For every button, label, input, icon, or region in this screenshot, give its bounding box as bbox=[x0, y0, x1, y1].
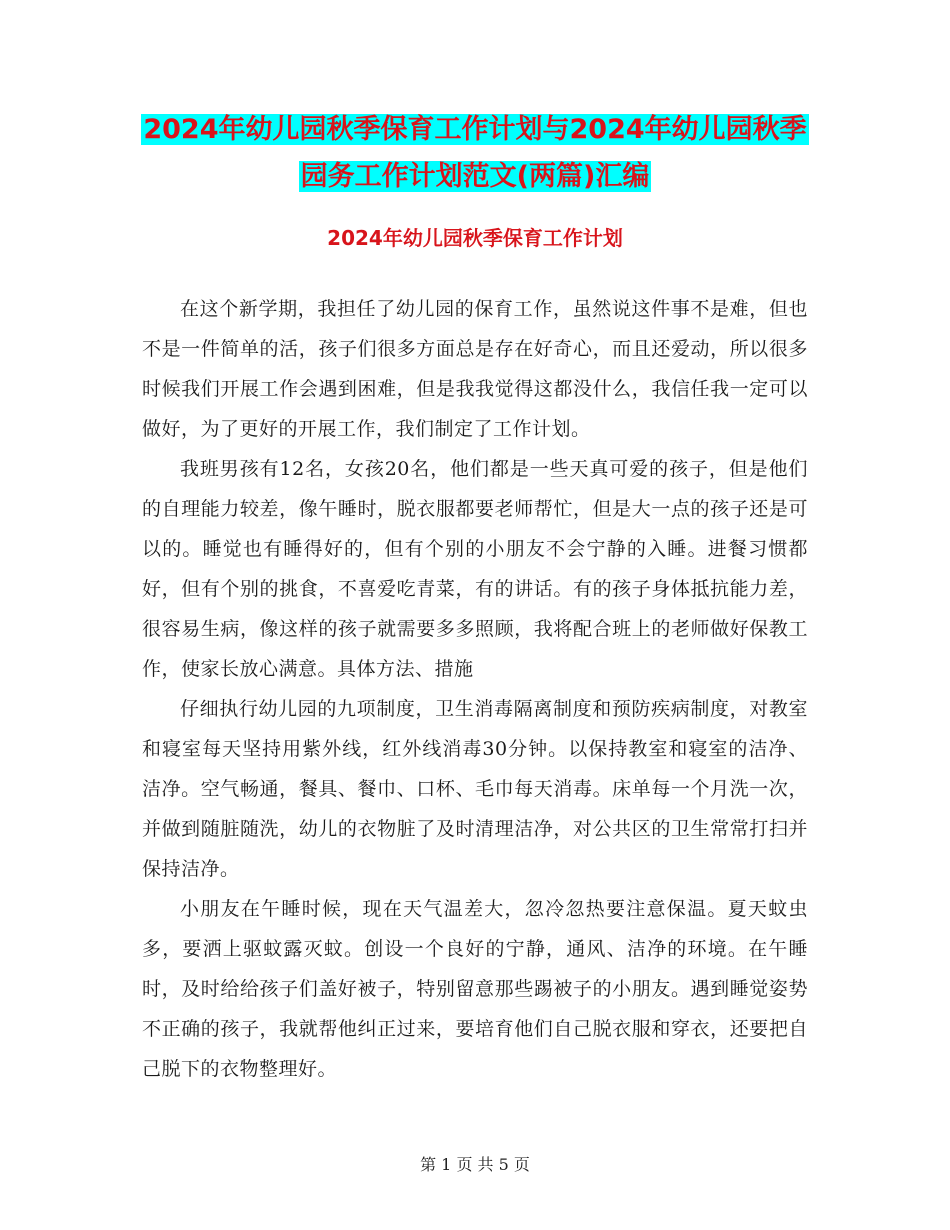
paragraph-2: 我班男孩有12名，女孩20名，他们都是一些天真可爱的孩子，但是他们的自理能力较差，像午睡时，脱衣服都要老师帮忙，但是大一点的孩子还是可以的。睡觉也有睡得好的，但有个别的小朋友不会宁静的入睡。进餐习惯都好，但有个别的挑食，不喜爱吃青菜，有的讲话。有的孩子身体抵抗能力差，很容易生病，像这样的孩子就需要多多照顾，我将配合班上的老师做好保教工作，使家长放心满意。具体方法、措施 bbox=[142, 458, 808, 680]
paragraph-3: 仔细执行幼儿园的九项制度，卫生消毒隔离制度和预防疾病制度，对教室和寝室每天坚持用紫外线，红外线消毒30分钟。以保持教室和寝室的洁净、洁净。空气畅通，餐具、餐巾、口杯、毛巾每天消毒。床单每一个月洗一次，并做到随脏随洗，幼儿的衣物脏了及时清理洁净，对公共区的卫生常常打扫并保持洁净。 bbox=[142, 698, 808, 880]
page-footer: 第 1 页 共 5 页 bbox=[420, 1155, 530, 1174]
document-title bbox=[0, 106, 950, 200]
title-line-1: 2024年幼儿园秋季保育工作计划与2024年幼儿园秋季 bbox=[143, 114, 807, 145]
paragraph-1: 在这个新学期，我担任了幼儿园的保育工作，虽然说这件事不是难，但也不是一件简单的活，孩子们很多方面总是存在好奇心，而且还爱动，所以很多时候我们开展工作会遇到困难，但是我我觉得这都没什么，我信任我一定可以做好，为了更好的开展工作，我们制定了工作计划。 bbox=[142, 298, 808, 440]
paragraph-4: 小朋友在午睡时候，现在天气温差大，忽冷忽热要注意保温。夏天蚊虫多，要洒上驱蚊露灭蚊。创设一个良好的宁静，通风、洁净的环境。在午睡时，及时给给孩子们盖好被子，特别留意那些踢被子的小朋友。遇到睡觉姿势不正确的孩子，我就帮他纠正过来，要培育他们自己脱衣服和穿衣，还要把自己脱下的衣物整理好。 bbox=[142, 898, 808, 1080]
section-heading: 2024年幼儿园秋季保育工作计划 bbox=[327, 226, 623, 250]
title-line-2: 园务工作计划范文(两篇)汇编 bbox=[300, 161, 650, 192]
body-text bbox=[142, 289, 808, 1089]
